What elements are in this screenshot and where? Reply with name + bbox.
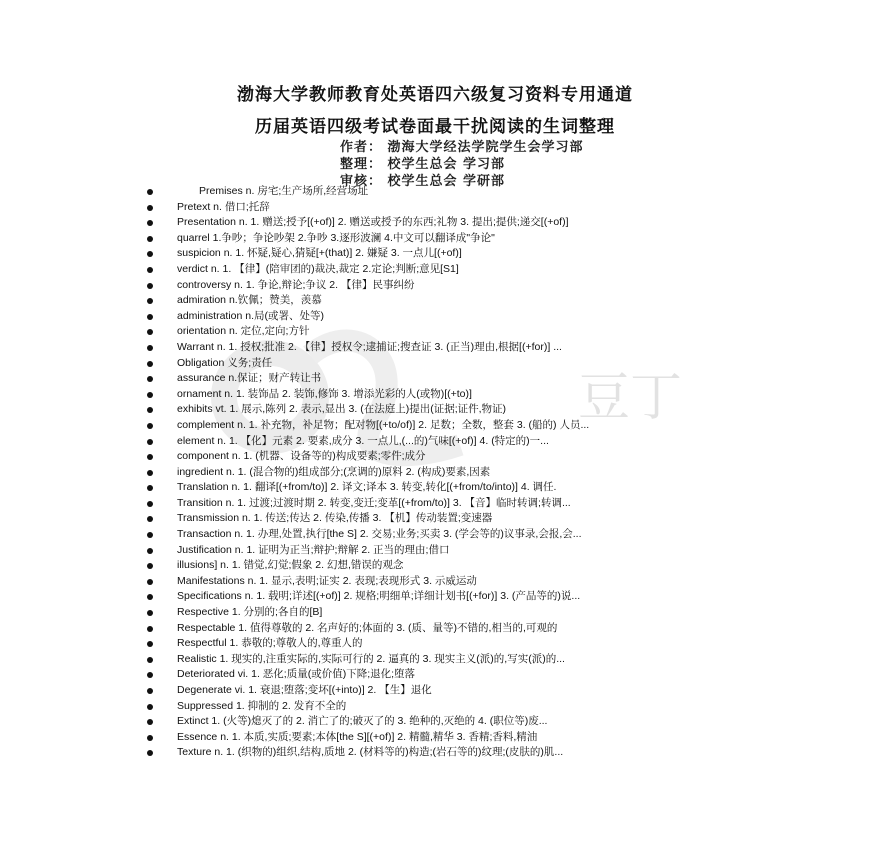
vocabulary-list [0, 184, 870, 761]
bullet-icon [147, 579, 153, 585]
vocab-entry [0, 402, 870, 418]
vocab-entry-text: Respectable 1. 值得尊敬的 2. 名声好的;体面的 3. (质、量等)不错的,相当的,可观的 [177, 621, 558, 634]
vocab-entry [0, 511, 870, 527]
vocab-entry [0, 699, 870, 715]
bullet-icon [147, 407, 153, 413]
vocab-entry-text: orientation n. 定位,定向;方针 [177, 325, 310, 338]
vocab-entry-text: Transition n. 1. 过渡;过渡时期 2. 转变,变迁;变革[(+from/to)] 3. 【音】临时转调;转调... [177, 496, 571, 509]
vocab-entry-text: complement n. 1. 补充物，补足物；配对物[(+to/of)] 2. 足数；全数，整套 3. (船的) 人员... [177, 418, 590, 431]
vocab-entry-text: Texture n. 1. (织物的)组织,结构,质地 2. (材料等的)构造;(岩石等的)纹理;(皮肤的)肌... [177, 746, 564, 759]
bullet-icon [147, 657, 153, 663]
vocab-entry [0, 262, 870, 278]
vocab-entry [0, 589, 870, 605]
vocab-entry-text: Realistic 1. 现实的,注重实际的,实际可行的 2. 逼真的 3. 现实主义(派)的,写实(派)的... [177, 652, 565, 665]
vocab-entry-text: component n. 1. (机器、设备等的)构成要素;零件;成分 [177, 450, 426, 463]
bullet-icon [147, 501, 153, 507]
page-title: 渤海大学教师教育处英语四六级复习资料专用通道 [237, 85, 633, 105]
vocab-entry-text: Essence n. 1. 本质,实质;要素;本体[the S][(+of)] 2. 精髓,精华 3. 香精;香料,精油 [177, 730, 538, 743]
vocab-entry [0, 636, 870, 652]
vocab-entry [0, 387, 870, 403]
vocab-entry-text: ornament n. 1. 装饰品 2. 装饰,修饰 3. 增添光彩的人(或物)[(+to)] [177, 387, 472, 400]
vocab-entry [0, 356, 870, 372]
bullet-icon [147, 532, 153, 538]
vocab-entry-text: Translation n. 1. 翻译[(+from/to)] 2. 译文;译本 3. 转变,转化[(+from/to/into)] 4. 调任. [177, 481, 557, 494]
bullet-icon [147, 454, 153, 460]
bullet-icon [147, 298, 153, 304]
vocab-entry [0, 293, 870, 309]
vocab-entry [0, 683, 870, 699]
vocab-entry [0, 200, 870, 216]
bullet-icon [147, 672, 153, 678]
vocab-entry [0, 449, 870, 465]
vocab-entry [0, 574, 870, 590]
bullet-icon [147, 439, 153, 445]
bullet-icon [147, 641, 153, 647]
bullet-icon [147, 610, 153, 616]
vocab-entry [0, 621, 870, 637]
vocab-entry [0, 527, 870, 543]
vocab-entry [0, 558, 870, 574]
vocab-entry [0, 652, 870, 668]
vocab-entry-text: administration n.局(或署、处等) [177, 309, 325, 322]
watermark-text: 豆丁 [577, 368, 683, 428]
bullet-icon [147, 345, 153, 351]
vocab-entry [0, 730, 870, 746]
bullet-icon [147, 516, 153, 522]
vocab-entry-text: Extinct 1. (火等)熄灭了的 2. 消亡了的;破灭了的 3. 绝种的,灭绝的 4. (职位等)废... [177, 715, 548, 728]
author-line: 作者： 渤海大学经法学院学生会学习部 [340, 140, 584, 155]
bullet-icon [147, 314, 153, 320]
vocab-entry-text: Deteriorated vi. 1. 恶化;质量(或价值)下降;退化;堕落 [177, 668, 416, 681]
bullet-icon [147, 251, 153, 257]
vocab-entry-text: Degenerate vi. 1. 衰退;堕落;变坏[(+into)] 2. 【生】退化 [177, 684, 432, 696]
vocab-entry [0, 371, 870, 387]
bullet-icon [147, 626, 153, 632]
vocab-entry-text: admiration n.钦佩；赞美，羡慕 [177, 294, 322, 307]
vocab-entry-text: Pretext n. 借口;托辞 [177, 200, 270, 213]
vocab-entry-text: Specifications n. 1. 载明;详述[(+of)] 2. 规格;明细单;详细计划书[(+for)] 3. (产品等的)说... [177, 590, 581, 603]
bullet-icon [147, 563, 153, 569]
bullet-icon [147, 594, 153, 600]
bullet-icon [147, 750, 153, 756]
vocab-entry-text: element n. 1. 【化】元素 2. 要素,成分 3. 一点儿,(...的)气味[(+of)] 4. (特定的)一... [177, 434, 549, 447]
organizer-line: 整理： 校学生总会 学习部 [340, 157, 506, 172]
vocab-entry [0, 309, 870, 325]
vocab-entry-text: Presentation n. 1. 赠送;授予[(+of)] 2. 赠送或授予的东西;礼物 3. 提出;提供;递交[(+of)] [177, 216, 569, 229]
bullet-icon [147, 361, 153, 367]
vocab-entry-text: suspicion n. 1. 怀疑,疑心,猜疑[+(that)] 2. 嫌疑 3. 一点儿[(+of)] [177, 247, 462, 260]
vocab-entry-text: Justification n. 1. 证明为正当;辩护;辩解 2. 正当的理由;借口 [177, 543, 450, 556]
vocab-entry-text: quarrel 1.争吵；争论吵架 2.争吵 3.逐形波澜 4.中文可以翻译成"争论" [177, 231, 495, 244]
vocab-entry [0, 434, 870, 450]
bullet-icon [147, 329, 153, 335]
vocab-entry [0, 215, 870, 231]
page-subtitle: 历届英语四级考试卷面最干扰阅读的生词整理 [255, 117, 615, 137]
vocab-entry [0, 246, 870, 262]
vocab-entry-text: Warrant n. 1. 授权;批准 2. 【律】授权令;逮捕证;搜查证 3. (正当)理由,根据[(+for)] ... [177, 340, 562, 353]
vocab-entry [0, 278, 870, 294]
vocab-entry [0, 231, 870, 247]
vocab-entry [0, 324, 870, 340]
vocab-entry-text: Premises n. 房宅;生产场所,经营场址 [199, 185, 369, 197]
vocab-entry-text: Obligation 义务;责任 [177, 356, 273, 369]
vocab-entry [0, 340, 870, 356]
vocab-entry-text: illusions] n. 1. 错觉,幻觉;假象 2. 幻想,错误的观念 [177, 559, 404, 572]
bullet-icon [147, 704, 153, 710]
bullet-icon [147, 205, 153, 211]
vocab-entry [0, 543, 870, 559]
bullet-icon [147, 392, 153, 398]
vocab-entry-text: assurance n.保证；财产转让书 [177, 372, 322, 385]
bullet-icon [147, 688, 153, 694]
bullet-icon [147, 470, 153, 476]
vocab-entry-text: Manifestations n. 1. 显示,表明;证实 2. 表现;表现形式 3. 示威运动 [177, 574, 477, 587]
vocab-entry-text: Transaction n. 1. 办理,处置,执行[the S] 2. 交易;业务;买卖 3. (学会等的)议事录,会报,会... [177, 528, 582, 541]
vocab-entry [0, 667, 870, 683]
vocab-entry [0, 496, 870, 512]
bullet-icon [147, 735, 153, 741]
bullet-icon [147, 236, 153, 242]
vocab-entry-text: Suppressed 1. 抑制的 2. 发育不全的 [177, 699, 347, 712]
bullet-icon [147, 423, 153, 429]
bullet-icon [147, 485, 153, 491]
reviewer-line: 审核： 校学生总会 学研部 [340, 174, 506, 189]
vocab-entry-text: Respective 1. 分别的;各自的[B] [177, 606, 323, 619]
vocab-entry [0, 605, 870, 621]
vocab-entry-text: exhibits vt. 1. 展示,陈列 2. 表示,显出 3. (在法庭上)提出(证据;证件,物证) [177, 403, 507, 416]
vocab-entry-text: ingredient n. 1. (混合物的)组成部分;(烹调的)原料 2. (构成)要素,因素 [177, 465, 491, 478]
bullet-icon [147, 189, 153, 195]
vocab-entry [0, 745, 870, 761]
bullet-icon [147, 220, 153, 226]
bullet-icon [147, 719, 153, 725]
vocab-entry-text: Transmission n. 1. 传送;传达 2. 传染,传播 3. 【机】传动装置;变速器 [177, 512, 493, 525]
bullet-icon [147, 283, 153, 289]
bullet-icon [147, 267, 153, 273]
vocab-entry [0, 418, 870, 434]
vocab-entry [0, 184, 870, 200]
vocab-entry-text: controversy n. 1. 争论,辩论;争议 2. 【律】民事纠纷 [177, 278, 415, 291]
vocab-entry [0, 480, 870, 496]
vocab-entry [0, 465, 870, 481]
vocab-entry-text: verdict n. 1. 【律】(陪审团的)裁决,裁定 2.定论;判断;意见[S1] [177, 262, 459, 275]
bullet-icon [147, 548, 153, 554]
vocab-entry-text: Respectful 1. 恭敬的;尊敬人的,尊重人的 [177, 637, 363, 650]
vocab-entry [0, 714, 870, 730]
bullet-icon [147, 376, 153, 382]
